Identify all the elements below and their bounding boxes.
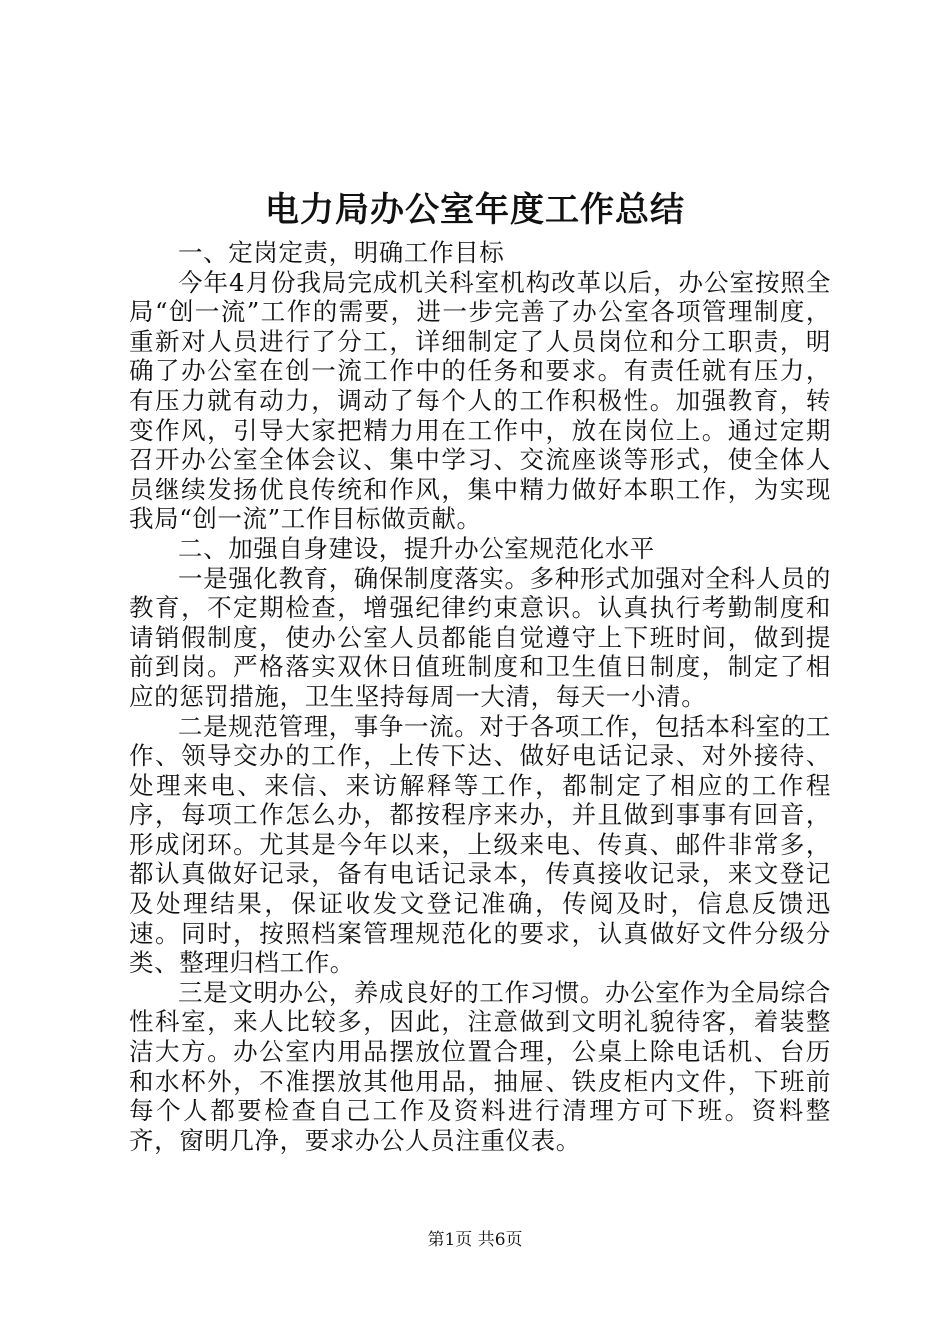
paragraph-4: 三是文明办公，养成良好的工作习惯。办公室作为全局综合性科室，来人比较多，因此，注意做到文明礼貌待客，着装整洁大方。办公室内用品摆放位置合理，公桌上除电话机、台历和水杯外，不准摆放其他用品，抽屉、铁皮柜内文件，下班前每个人都要检查自己工作及资料进行清理方可下班。资料整齐，窗明几净，要求办公人员注重仪表。 — [129, 977, 831, 1155]
page-number-footer: 第1页 共6页 — [427, 1230, 523, 1250]
paragraph-3: 二是规范管理，事争一流。对于各项工作，包括本科室的工作、领导交办的工作，上传下达、做好电话记录、对外接待、处理来电、来信、来访解释等工作，都制定了相应的工作程序，每项工作怎么办，都按程序来办，并且做到事事有回音，形成闭环。尤其是今年以来，上级来电、传真、邮件非常多，都认真做好记录，备有电话记录本，传真接收记录，来文登记及处理结果，保证收发文登记准确，传阅及时，信息反馈迅速。同时，按照档案管理规范化的要求，认真做好文件分级分类、整理归档工作。 — [129, 711, 831, 978]
section-heading-2: 二、加强自身建设，提升办公室规范化水平 — [178, 533, 655, 563]
document-title: 电力局办公室年度工作总结 — [265, 190, 685, 230]
section-heading-1: 一、定岗定责，明确工作目标 — [178, 238, 505, 267]
paragraph-1: 今年4月份我局完成机关科室机构改革以后，办公室按照全局“创一流”工作的需要，进一步完善了办公室各项管理制度，重新对人员进行了分工，详细制定了人员岗位和分工职责，明确了办公室在创一流工作中的任务和要求。有责任就有压力，有压力就有动力，调动了每个人的工作积极性。加强教育，转变作风，引导大家把精力用在工作中，放在岗位上。通过定期召开办公室全体会议、集中学习、交流座谈等形式，使全体人员继续发扬优良传统和作风，集中精力做好本职工作，为实现我局“创一流”工作目标做贡献。 — [129, 267, 831, 534]
paragraph-2: 一是强化教育，确保制度落实。多种形式加强对全科人员的教育，不定期检查，增强纪律约束意识。认真执行考勤制度和请销假制度，使办公室人员都能自觉遵守上下班时间，做到提前到岗。严格落实双休日值班制度和卫生值日制度，制定了相应的惩罚措施，卫生坚持每周一大清，每天一小清。 — [129, 563, 831, 711]
document-body — [129, 238, 831, 1155]
